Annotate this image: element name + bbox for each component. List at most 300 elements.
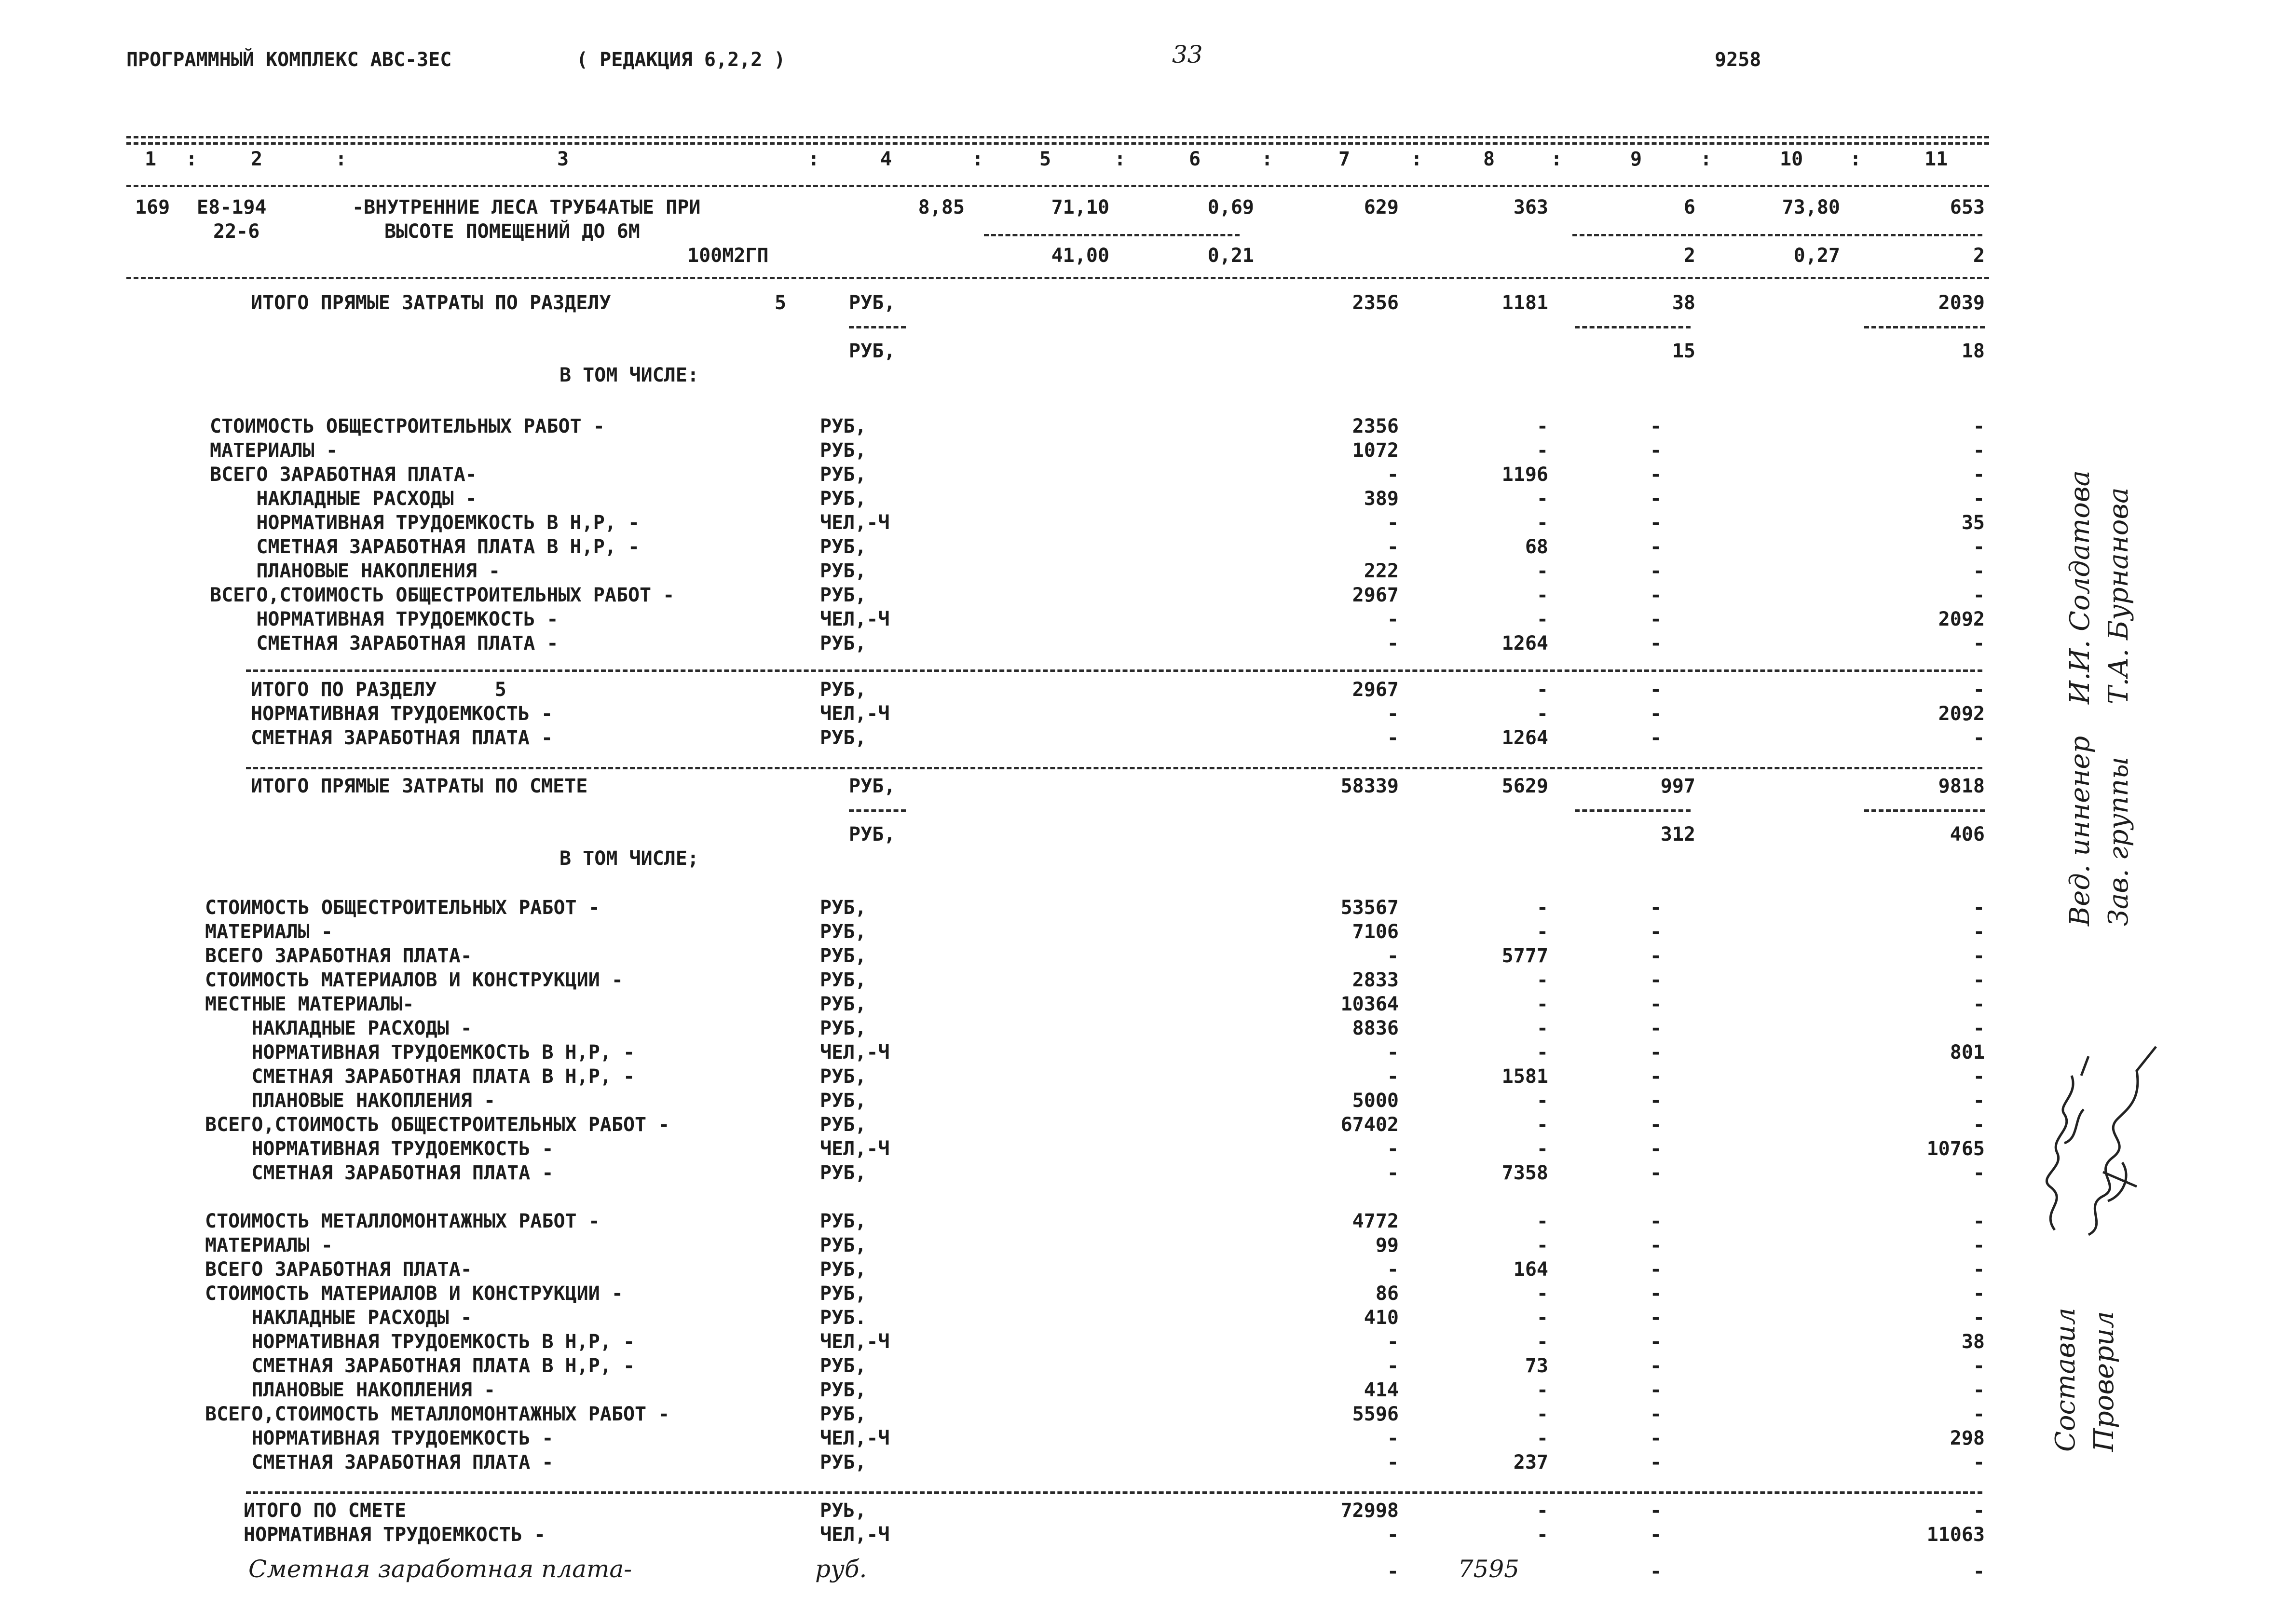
row-unit: РУБ, [820,584,867,606]
row-label: ВСЕГО ЗАРАБОТНАЯ ПЛАТА- [210,464,477,486]
row-label: МАТЕРИАЛЫ - [210,439,338,462]
column-separator: : [1411,148,1423,170]
row-unit: РУБ, [820,1451,867,1474]
row-col11: - [1973,1017,1985,1039]
row-label: НОРМАТИВНАЯ ТРУДОЕМКОСТЬ - [205,1427,554,1449]
row-label: МАТЕРИАЛЫ - [205,921,333,943]
item-col11-sub: 2 [1973,245,1985,267]
row-col11: - [1973,1114,1985,1136]
section-total-col8: 1181 [1501,292,1548,314]
row-col9: - [1650,703,1662,725]
row-col9: - [1650,993,1662,1015]
row-col11: - [1973,632,1985,655]
row-col7: 414 [1364,1379,1399,1401]
row-col9: - [1650,1041,1662,1064]
row-col9: - [1650,584,1662,606]
row-label: СМЕТНАЯ ЗАРАБОТНАЯ ПЛАТА - [205,1451,554,1474]
row-unit: РУБ, [820,1017,867,1039]
row-col7: - [1387,1138,1399,1160]
row-label: НАКЛАДНЫЕ РАСХОДЫ - [205,1307,472,1329]
row-col9: - [1650,1331,1662,1353]
row-unit: РУБ, [820,415,867,437]
column-separator: : [972,148,984,170]
section-total-number: 5 [775,292,787,314]
row-col8: - [1536,1307,1548,1329]
row-unit: ЧЕЛ,-Ч [820,1138,890,1160]
row-label: НАКЛАДНЫЕ РАСХОДЫ - [205,1017,472,1039]
row-unit: ЧЕЛ,-Ч [820,1524,890,1546]
row-col7: 2833 [1352,969,1399,991]
row-col9: - [1650,512,1662,534]
row-col7: 99 [1375,1234,1399,1256]
row-label: НОРМАТИВНАЯ ТРУДОЕМКОСТЬ В Н,Р, - [210,512,640,534]
row-col9: - [1650,1210,1662,1232]
row-unit: РУБ, [820,536,867,558]
row-col9: - [1650,1162,1662,1184]
item-code-2: 22-6 [213,220,260,243]
section-including-heading: В ТОМ ЧИСЛЕ: [560,364,699,386]
row-col9: - [1650,897,1662,919]
row-label: СМЕТНАЯ ЗАРАБОТНАЯ ПЛАТА В Н,Р, - [210,536,640,558]
row-col11: - [1973,1162,1985,1184]
row-label: НОРМАТИВНАЯ ТРУДОЕМКОСТЬ В Н,Р, - [205,1331,635,1353]
row-col11: - [1973,560,1985,582]
row-col7: - [1387,464,1399,486]
row-col8: 164 [1513,1258,1548,1281]
row-col11: - [1973,1379,1985,1401]
column-separator: : [186,148,198,170]
row-col8: - [1536,584,1548,606]
row-col8: - [1536,1524,1548,1546]
row-col8: - [1536,1234,1548,1256]
row-label: СТОИМОСТЬ ОБЩЕСТРОИТЕЛЬНЫХ РАБОТ - [205,897,600,919]
row-col11: - [1973,1355,1985,1377]
row-unit: РУБ, [820,1283,867,1305]
row-col8: 68 [1525,536,1548,558]
row-col11: - [1973,679,1985,701]
role-group-head: Зав. группы [2103,757,2134,926]
row-unit: ЧЕЛ,-Ч [820,703,890,725]
row-col9: - [1650,1090,1662,1112]
row-col7: 86 [1375,1283,1399,1305]
section-total-unit: РУБ, [849,292,896,314]
row-col8: - [1536,1427,1548,1449]
row-label: СТОИМОСТЬ МЕТАЛЛОМОНТАЖНЫХ РАБОТ - [205,1210,600,1232]
row-col7: - [1387,1065,1399,1088]
row-unit: РУБ, [820,679,867,701]
item-col10: 73,80 [1782,196,1840,218]
signature-checker [2074,1042,2166,1244]
row-col8: - [1536,703,1548,725]
item-col10-sub: 0,27 [1793,245,1840,267]
column-header-5: 5 [1039,148,1051,170]
row-unit: РУБ, [820,1403,867,1425]
estimate-total-col9: 997 [1660,775,1695,797]
row-col9: - [1650,1065,1662,1088]
row-col11: 2092 [1938,703,1985,725]
row-col7: 8836 [1352,1017,1399,1039]
row-col7: 7106 [1352,921,1399,943]
row-col9: - [1650,1403,1662,1425]
row-col8: - [1536,1331,1548,1353]
row-unit: РУБ, [820,969,867,991]
item-col8: 363 [1513,196,1548,218]
row-col7: 53567 [1340,897,1399,919]
row-col11: - [1973,1283,1985,1305]
row-col11: - [1973,1065,1985,1088]
row-col9: - [1650,921,1662,943]
handwritten-wage-col11: - [1973,1560,1985,1583]
row-col8: - [1536,969,1548,991]
row-col9: - [1650,1017,1662,1039]
handwritten-wage-col8: 7595 [1458,1555,1519,1583]
item-col9-sub: 2 [1683,245,1695,267]
row-col11: - [1973,1258,1985,1281]
row-col9: - [1650,1114,1662,1136]
handwritten-wage-col9: - [1650,1560,1662,1583]
row-unit: ЧЕЛ,-Ч [820,512,890,534]
row-label: НОРМАТИВНАЯ ТРУДОЕМКОСТЬ - [205,1138,554,1160]
row-label: СМЕТНАЯ ЗАРАБОТНАЯ ПЛАТА - [251,727,553,749]
row-unit: РУБ, [820,560,867,582]
row-unit: РУБ, [820,1114,867,1136]
role-lead-engineer: Вед. инненер [2064,736,2096,926]
row-unit: РУБ, [820,488,867,510]
row-unit: РУБ, [820,439,867,462]
item-quantity: 8,85 [918,196,965,218]
section-total-col11-sub: 18 [1961,340,1985,362]
section-total-col9: 38 [1672,292,1695,314]
row-unit: РУБ, [820,632,867,655]
row-col11: - [1973,921,1985,943]
column-header-9: 9 [1630,148,1642,170]
row-col11: - [1973,1451,1985,1474]
row-unit: РУБ, [820,921,867,943]
row-label: ИТОГО ПО РАЗДЕЛУ 5 [251,679,506,701]
row-unit: ЧЕЛ,-Ч [820,608,890,630]
row-label: НОРМАТИВНАЯ ТРУДОЕМКОСТЬ - [210,608,559,630]
row-col9: - [1650,1307,1662,1329]
row-col8: - [1536,1403,1548,1425]
row-col7: 67402 [1340,1114,1399,1136]
row-label: СМЕТНАЯ ЗАРАБОТНАЯ ПЛАТА - [205,1162,554,1184]
row-col7: 389 [1364,488,1399,510]
estimate-total-label: ИТОГО ПРЯМЫЕ ЗАТРАТЫ ПО СМЕТЕ [251,775,588,797]
section-total-unit-2: РУБ, [849,340,896,362]
row-unit: РУБ, [820,945,867,967]
row-col11: 2092 [1938,608,1985,630]
column-header-2: 2 [251,148,263,170]
row-unit: РУБ, [820,897,867,919]
row-col7: - [1387,703,1399,725]
row-col9: - [1650,1258,1662,1281]
row-unit: РУБ. [820,1307,867,1329]
column-separator: : [1261,148,1273,170]
program-title: ПРОГРАММНЫЙ КОМПЛЕКС АВС-3ЕС [126,49,452,71]
estimate-total-col11: 9818 [1938,775,1985,797]
document-number: 9258 [1715,49,1761,71]
row-col9: - [1650,415,1662,437]
row-col8: - [1536,679,1548,701]
row-col11: - [1973,993,1985,1015]
handwritten-wage-unit: руб. [815,1555,867,1583]
column-separator: : [1551,148,1563,170]
handwritten-wage-col7: - [1387,1560,1399,1583]
row-col11: - [1973,727,1985,749]
compiled-by: Составил [2050,1308,2081,1452]
column-header-6: 6 [1189,148,1201,170]
row-col11: - [1973,1234,1985,1256]
column-header-rule [126,185,1989,187]
column-separator: : [1114,148,1126,170]
row-col9: - [1650,1379,1662,1401]
row-col9: - [1650,969,1662,991]
row-unit: РУБ, [820,727,867,749]
column-header-1: 1 [145,148,157,170]
program-edition: ( РЕДАКЦИЯ 6,2,2 ) [576,49,786,71]
row-col8: - [1536,1283,1548,1305]
row-label: НОРМАТИВНАЯ ТРУДОЕМКОСТЬ - [251,703,553,725]
estimate-total-unit-2: РУБ, [849,823,896,846]
row-col11: - [1973,464,1985,486]
row-label: СТОИМОСТЬ МАТЕРИАЛОВ И КОНСТРУКЦИИ - [205,969,623,991]
row-col7: 5596 [1352,1403,1399,1425]
estimate-total-col7: 58339 [1340,775,1399,797]
row-col11: - [1973,1307,1985,1329]
column-header-8: 8 [1483,148,1495,170]
row-col8: - [1536,1500,1548,1522]
row-col8: - [1536,1210,1548,1232]
row-col11: - [1973,1403,1985,1425]
row-col11: - [1973,415,1985,437]
item-unit: 100М2ГП [687,245,769,267]
row-col11: 35 [1961,512,1985,534]
row-col9: - [1650,560,1662,582]
row-col11: - [1973,1500,1985,1522]
item-code: Е8-194 [197,196,267,218]
row-col9: - [1650,1355,1662,1377]
row-label: СТОИМОСТЬ ОБЩЕСТРОИТЕЛЬНЫХ РАБОТ - [210,415,605,437]
row-col11: 11063 [1926,1524,1985,1546]
row-label: ПЛАНОВЫЕ НАКОПЛЕНИЯ - [205,1090,496,1112]
row-label: ВСЕГО ЗАРАБОТНАЯ ПЛАТА- [205,1258,472,1281]
row-unit: ЧЕЛ,-Ч [820,1427,890,1449]
row-col11: 38 [1961,1331,1985,1353]
estimate-total-col8: 5629 [1501,775,1548,797]
row-col11: - [1973,584,1985,606]
row-col9: - [1650,464,1662,486]
item-col6-sub: 0,21 [1207,245,1254,267]
row-col11: - [1973,439,1985,462]
row-col9: - [1650,1283,1662,1305]
row-col11: - [1973,897,1985,919]
row-col7: 10364 [1340,993,1399,1015]
row-col8: 5777 [1501,945,1548,967]
row-col7: - [1387,1258,1399,1281]
item-col5: 71,10 [1051,196,1109,218]
row-col8: - [1536,439,1548,462]
row-col11: 10765 [1926,1138,1985,1160]
item-description: -ВНУТРЕННИЕ ЛЕСА ТРУБ4АТЫЕ ПРИ [352,196,701,218]
row-col7: 2967 [1352,679,1399,701]
row-col8: 7358 [1501,1162,1548,1184]
row-label: СМЕТНАЯ ЗАРАБОТНАЯ ПЛАТА - [210,632,559,655]
row-col7: - [1387,536,1399,558]
row-col9: - [1650,1427,1662,1449]
row-col7: - [1387,608,1399,630]
row-unit: РУБ, [820,1090,867,1112]
row-unit: РУЬ, [820,1500,867,1522]
row-col7: - [1387,1427,1399,1449]
row-unit: РУБ, [820,1234,867,1256]
row-col7: - [1387,1041,1399,1064]
row-label: ПЛАНОВЫЕ НАКОПЛЕНИЯ - [205,1379,496,1401]
row-col8: - [1536,993,1548,1015]
row-col9: - [1650,1451,1662,1474]
row-label: НОРМАТИВНАЯ ТРУДОЕМКОСТЬ В Н,Р, - [205,1041,635,1064]
item-col6: 0,69 [1207,196,1254,218]
row-col9: - [1650,1234,1662,1256]
row-col9: - [1650,1138,1662,1160]
row-col9: - [1650,1524,1662,1546]
section-total-col9-sub: 15 [1672,340,1695,362]
row-col9: - [1650,608,1662,630]
row-col7: - [1387,1331,1399,1353]
column-header-3: 3 [557,148,569,170]
row-col8: 1196 [1501,464,1548,486]
item-col5-sub: 41,00 [1051,245,1109,267]
row-col11: 801 [1950,1041,1985,1064]
row-unit: ЧЕЛ,-Ч [820,1331,890,1353]
row-label: ПЛАНОВЫЕ НАКОПЛЕНИЯ - [210,560,501,582]
row-col8: 237 [1513,1451,1548,1474]
row-unit: РУБ, [820,1065,867,1088]
row-label: СМЕТНАЯ ЗАРАБОТНАЯ ПЛАТА В Н,Р, - [205,1065,635,1088]
handwritten-wage-label: Сметная заработная плата- [248,1555,632,1583]
row-col7: - [1387,512,1399,534]
table-top-rule-2 [126,142,1989,145]
row-col7: 5000 [1352,1090,1399,1112]
row-unit: РУБ, [820,1210,867,1232]
column-header-10: 10 [1780,148,1803,170]
row-col7: 222 [1364,560,1399,582]
row-col9: - [1650,727,1662,749]
section-total-col11: 2039 [1938,292,1985,314]
row-col9: - [1650,679,1662,701]
row-col8: - [1536,1041,1548,1064]
page-number: 33 [1172,41,1203,68]
row-col9: - [1650,945,1662,967]
row-col11: - [1973,1210,1985,1232]
row-col11: - [1973,945,1985,967]
row-unit: РУБ, [820,993,867,1015]
row-col9: - [1650,536,1662,558]
row-label: НАКЛАДНЫЕ РАСХОДЫ - [210,488,477,510]
row-col8: - [1536,1017,1548,1039]
estimate-including-heading: В ТОМ ЧИСЛЕ; [560,847,699,870]
column-header-4: 4 [880,148,892,170]
row-col11: - [1973,1090,1985,1112]
column-separator: : [1700,148,1712,170]
row-col11: - [1973,536,1985,558]
item-col9: 6 [1683,196,1695,218]
row-label: ВСЕГО,СТОИМОСТЬ ОБЩЕСТРОИТЕЛЬНЫХ РАБОТ - [205,1114,670,1136]
estimate-total-unit: РУБ, [849,775,896,797]
row-col7: 410 [1364,1307,1399,1329]
row-col8: - [1536,1090,1548,1112]
row-col11: - [1973,488,1985,510]
row-label: МЕСТНЫЕ МАТЕРИАЛЫ- [205,993,414,1015]
row-col7: - [1387,1451,1399,1474]
row-col11: - [1973,969,1985,991]
row-col8: - [1536,1138,1548,1160]
item-col11: 653 [1950,196,1985,218]
row-col7: - [1387,945,1399,967]
row-col7: - [1387,727,1399,749]
row-col8: - [1536,1379,1548,1401]
name-soldatova: И.И. Солдатова [2064,470,2096,704]
row-label: МАТЕРИАЛЫ - [205,1234,333,1256]
row-label: СТОИМОСТЬ МАТЕРИАЛОВ И КОНСТРУКЦИИ - [205,1283,623,1305]
column-separator: : [808,148,820,170]
row-col8: - [1536,1114,1548,1136]
row-unit: ЧЕЛ,-Ч [820,1041,890,1064]
estimate-total-col9-sub: 312 [1660,823,1695,846]
row-unit: РУБ, [820,1379,867,1401]
column-header-7: 7 [1338,148,1351,170]
row-col8: - [1536,488,1548,510]
row-col9: - [1650,439,1662,462]
row-col8: 1264 [1501,632,1548,655]
row-col7: 1072 [1352,439,1399,462]
row-label: СМЕТНАЯ ЗАРАБОТНАЯ ПЛАТА В Н,Р, - [205,1355,635,1377]
table-top-rule [126,136,1989,138]
estimate-total-col11-sub: 406 [1950,823,1985,846]
column-separator: : [1850,148,1862,170]
row-label: ВСЕГО ЗАРАБОТНАЯ ПЛАТА- [205,945,472,967]
row-col8: - [1536,897,1548,919]
row-col8: - [1536,512,1548,534]
row-col9: - [1650,632,1662,655]
row-col7: - [1387,1355,1399,1377]
row-unit: РУБ, [820,1258,867,1281]
section-total-col7: 2356 [1352,292,1399,314]
row-unit: РУБ, [820,1355,867,1377]
row-label: ИТОГО ПО СМЕТЕ [244,1500,407,1522]
row-col8: - [1536,921,1548,943]
row-col9: - [1650,1500,1662,1522]
row-col8: 1581 [1501,1065,1548,1088]
checked-by: Проверил [2088,1311,2120,1452]
row-col8: 73 [1525,1355,1548,1377]
column-separator: : [335,148,347,170]
row-unit: РУБ, [820,464,867,486]
row-col8: - [1536,560,1548,582]
row-col8: 1264 [1501,727,1548,749]
row-col7: 4772 [1352,1210,1399,1232]
item-number: 169 [135,196,170,218]
item-col7: 629 [1364,196,1399,218]
row-col7: - [1387,1162,1399,1184]
row-col8: - [1536,415,1548,437]
column-header-11: 11 [1924,148,1948,170]
row-col7: - [1387,632,1399,655]
section-total-label: ИТОГО ПРЯМЫЕ ЗАТРАТЫ ПО РАЗДЕЛУ [251,292,611,314]
item-description-2: ВЫСОТЕ ПОМЕЩЕНИЙ ДО 6М [384,220,640,243]
row-col8: - [1536,608,1548,630]
row-col7: 2356 [1352,415,1399,437]
row-col7: 2967 [1352,584,1399,606]
